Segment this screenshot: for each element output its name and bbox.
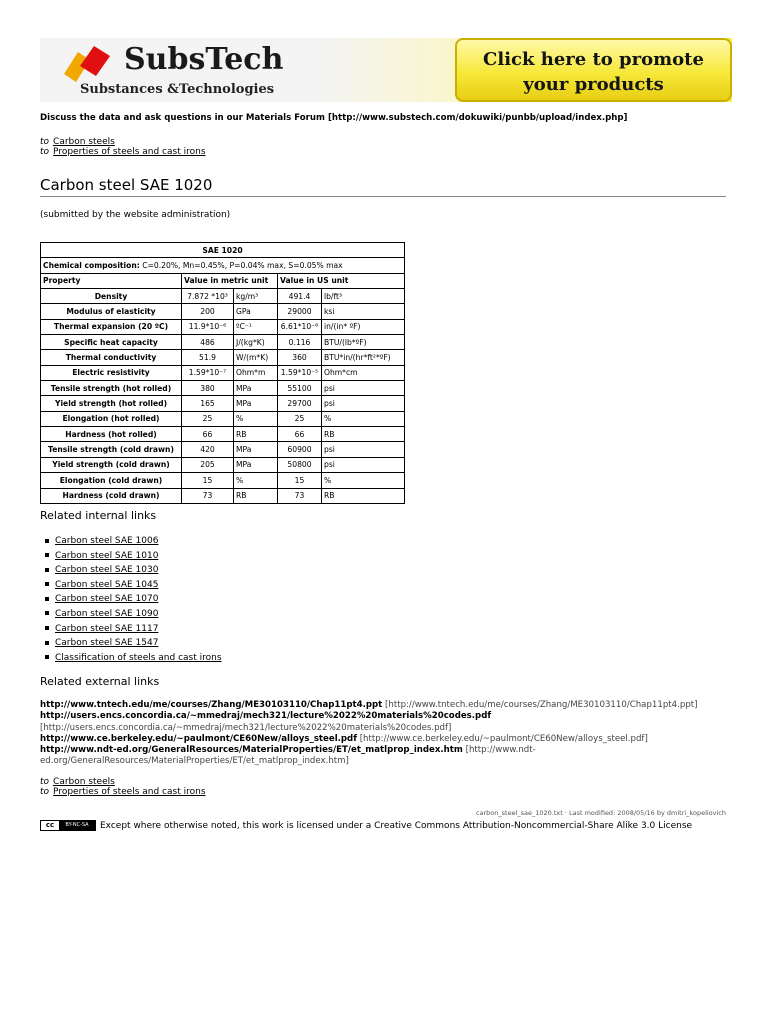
- us-unit: %: [322, 411, 405, 426]
- list-item: [45, 578, 222, 593]
- header-property: Property: [41, 273, 182, 288]
- us-value: 25: [278, 411, 322, 426]
- external-url[interactable]: [http://www.ndt-ed.org/GeneralResources/MaterialProperties/ET/et_matlprop_index.htm]: [40, 745, 536, 767]
- us-value: 55100: [278, 381, 322, 396]
- property-name: Yield strength (hot rolled): [41, 396, 182, 411]
- link-carbon-steels[interactable]: Carbon steels: [53, 777, 115, 787]
- substech-logo-icon: [60, 44, 116, 84]
- table-row: [41, 427, 405, 442]
- internal-link[interactable]: Carbon steel SAE 1117: [55, 623, 159, 634]
- external-link[interactable]: http://www.ce.berkeley.edu/~paulmont/CE60New/alloys_steel.pdf: [40, 733, 357, 744]
- header-us: Value in US unit: [278, 273, 405, 288]
- us-unit: Ohm*cm: [322, 365, 405, 380]
- external-links-heading: Related external links: [40, 675, 160, 688]
- metric-unit: RB: [234, 488, 278, 503]
- breadcrumb-bottom: [40, 777, 206, 797]
- external-link[interactable]: http://www.ndt-ed.org/GeneralResources/MaterialProperties/ET/et_matlprop_index.htm: [40, 745, 463, 756]
- table-row: [41, 304, 405, 319]
- internal-link[interactable]: Carbon steel SAE 1010: [55, 550, 159, 561]
- table-row: [41, 396, 405, 411]
- license-footer: [40, 820, 692, 831]
- us-value: 1.59*10⁻⁵: [278, 365, 322, 380]
- external-link[interactable]: http://users.encs.concordia.ca/~mmedraj/mech321/lecture%2022%20materials%20codes.pdf: [40, 711, 492, 722]
- property-name: Hardness (cold drawn): [41, 488, 182, 503]
- us-value: 15: [278, 473, 322, 488]
- us-unit: in/(in* ºF): [322, 319, 405, 334]
- metric-value: 25: [182, 411, 234, 426]
- us-unit: RB: [322, 488, 405, 503]
- metric-unit: RB: [234, 427, 278, 442]
- list-item: [45, 592, 222, 607]
- property-name: Density: [41, 289, 182, 304]
- us-unit: %: [322, 473, 405, 488]
- us-unit: RB: [322, 427, 405, 442]
- list-item: [45, 534, 222, 549]
- external-link[interactable]: http://www.tntech.edu/me/courses/Zhang/ME30103110/Chap11pt4.ppt: [40, 700, 383, 710]
- property-name: Thermal expansion (20 ºC): [41, 319, 182, 334]
- metric-value: 15: [182, 473, 234, 488]
- external-url[interactable]: [http://users.encs.concordia.ca/~mmedraj/mech321/lecture%2022%20materials%20codes.pdf]: [40, 722, 452, 733]
- metric-unit: GPa: [234, 304, 278, 319]
- link-properties-steels[interactable]: Properties of steels and cast irons: [53, 147, 206, 157]
- composition-label: Chemical composition:: [43, 261, 140, 271]
- internal-link[interactable]: Carbon steel SAE 1030: [55, 565, 159, 576]
- table-row: [41, 381, 405, 396]
- metric-value: 66: [182, 427, 234, 442]
- metric-value: 200: [182, 304, 234, 319]
- metric-value: 165: [182, 396, 234, 411]
- metric-value: 51.9: [182, 350, 234, 365]
- internal-link[interactable]: Carbon steel SAE 1045: [55, 579, 159, 590]
- header-metric: Value in metric unit: [182, 273, 278, 288]
- metric-unit: W/(m*K): [234, 350, 278, 365]
- us-unit: BTU/(lb*ºF): [322, 335, 405, 350]
- us-unit: psi: [322, 457, 405, 472]
- metric-value: 11.9*10⁻⁶: [182, 319, 234, 334]
- table-row: [41, 457, 405, 472]
- composition-value: C=0.20%, Mn=0.45%, P=0.04% max, S=0.05% max: [142, 261, 343, 271]
- metric-value: 7.872 *10³: [182, 289, 234, 304]
- property-name: Modulus of elasticity: [41, 304, 182, 319]
- list-item: [45, 607, 222, 622]
- us-unit: psi: [322, 381, 405, 396]
- internal-link[interactable]: Carbon steel SAE 1090: [55, 608, 159, 619]
- metric-unit: MPa: [234, 442, 278, 457]
- property-name: Yield strength (cold drawn): [41, 457, 182, 472]
- us-unit: psi: [322, 396, 405, 411]
- nav-prefix: to: [40, 147, 50, 157]
- internal-link[interactable]: Carbon steel SAE 1547: [55, 638, 159, 649]
- internal-links-list: [45, 534, 222, 665]
- list-item: [45, 563, 222, 578]
- table-row: [41, 365, 405, 380]
- property-name: Tensile strength (cold drawn): [41, 442, 182, 457]
- us-unit: ksi: [322, 304, 405, 319]
- internal-link[interactable]: Classification of steels and cast irons: [55, 652, 222, 663]
- list-item: [45, 636, 222, 651]
- promote-products-button[interactable]: [455, 38, 732, 102]
- nav-prefix: to: [40, 137, 50, 147]
- us-value: 73: [278, 488, 322, 503]
- metric-unit: J/(kg*K): [234, 335, 278, 350]
- promo-line-2: your products: [523, 74, 664, 95]
- internal-links-heading: Related internal links: [40, 509, 157, 522]
- breadcrumb-top: [40, 137, 206, 157]
- internal-link[interactable]: Carbon steel SAE 1006: [55, 536, 159, 546]
- license-text: Except where otherwise noted, this work is licensed under a Creative Commons Attribution-Noncommercial-Share Alike 3.0 License: [100, 820, 693, 831]
- property-name: Electric resistivity: [41, 365, 182, 380]
- us-value: 29000: [278, 304, 322, 319]
- us-value: 60900: [278, 442, 322, 457]
- list-item: [45, 622, 222, 637]
- us-unit: lb/ft³: [322, 289, 405, 304]
- metric-unit: MPa: [234, 396, 278, 411]
- forum-notice: [40, 113, 627, 123]
- last-modified: carbon_steel_sae_1020.txt · Last modified: 2008/05/16 by dmitri_kopeliovich: [475, 809, 726, 817]
- external-url[interactable]: [http://www.tntech.edu/me/courses/Zhang/ME30103110/Chap11pt4.ppt]: [385, 700, 698, 710]
- internal-link[interactable]: Carbon steel SAE 1070: [55, 594, 159, 605]
- us-unit: psi: [322, 442, 405, 457]
- us-value: 29700: [278, 396, 322, 411]
- metric-unit: %: [234, 411, 278, 426]
- metric-value: 420: [182, 442, 234, 457]
- properties-table: [40, 242, 405, 504]
- table-row: [41, 488, 405, 503]
- table-row: [41, 350, 405, 365]
- table-row: [41, 473, 405, 488]
- property-name: Tensile strength (hot rolled): [41, 381, 182, 396]
- table-row: [41, 335, 405, 350]
- property-name: Specific heat capacity: [41, 335, 182, 350]
- logo-subtitle: Substances &Technologies: [80, 82, 275, 97]
- table-row: [41, 411, 405, 426]
- table-row: [41, 319, 405, 334]
- metric-unit: MPa: [234, 457, 278, 472]
- us-value: 6.61*10⁻⁶: [278, 319, 322, 334]
- list-item: [45, 549, 222, 564]
- us-value: 360: [278, 350, 322, 365]
- list-item: [45, 651, 222, 666]
- table-header: [41, 273, 405, 288]
- header-banner: [40, 38, 732, 102]
- link-carbon-steels[interactable]: Carbon steels: [53, 137, 115, 147]
- property-name: Thermal conductivity: [41, 350, 182, 365]
- property-name: Hardness (hot rolled): [41, 427, 182, 442]
- logo-name: SubsTech: [124, 42, 284, 77]
- us-value: 50800: [278, 457, 322, 472]
- metric-unit: Ohm*m: [234, 365, 278, 380]
- metric-unit: MPa: [234, 381, 278, 396]
- property-name: Elongation (hot rolled): [41, 411, 182, 426]
- us-value: 66: [278, 427, 322, 442]
- table-title: SAE 1020: [41, 243, 405, 258]
- submitted-note: (submitted by the website administration): [40, 210, 231, 220]
- nav-prefix: to: [40, 777, 50, 787]
- table-row: [41, 442, 405, 457]
- metric-unit: ºC⁻¹: [234, 319, 278, 334]
- cc-license-badge-icon[interactable]: cc BY-NC-SA: [40, 820, 96, 831]
- property-name: Elongation (cold drawn): [41, 473, 182, 488]
- us-value: 491.4: [278, 289, 322, 304]
- us-unit: BTU*in/(hr*ft²*ºF): [322, 350, 405, 365]
- metric-unit: kg/m³: [234, 289, 278, 304]
- external-links: [40, 700, 730, 768]
- metric-value: 1.59*10⁻⁷: [182, 365, 234, 380]
- forum-url-link[interactable]: [http://www.substech.com/dokuwiki/punbb/upload/index.php]: [327, 113, 628, 123]
- metric-unit: %: [234, 473, 278, 488]
- metric-value: 73: [182, 488, 234, 503]
- promo-line-1: Click here to promote: [483, 49, 704, 70]
- page-title: Carbon steel SAE 1020: [40, 176, 726, 197]
- composition-row: [41, 258, 405, 273]
- table-row: [41, 289, 405, 304]
- forum-text: Discuss the data and ask questions in our Materials Forum: [40, 113, 325, 123]
- metric-value: 205: [182, 457, 234, 472]
- metric-value: 486: [182, 335, 234, 350]
- metric-value: 380: [182, 381, 234, 396]
- us-value: 0.116: [278, 335, 322, 350]
- external-url[interactable]: [http://www.ce.berkeley.edu/~paulmont/CE60New/alloys_steel.pdf]: [359, 733, 648, 744]
- link-properties-steels[interactable]: Properties of steels and cast irons: [53, 787, 206, 797]
- nav-prefix: to: [40, 787, 50, 797]
